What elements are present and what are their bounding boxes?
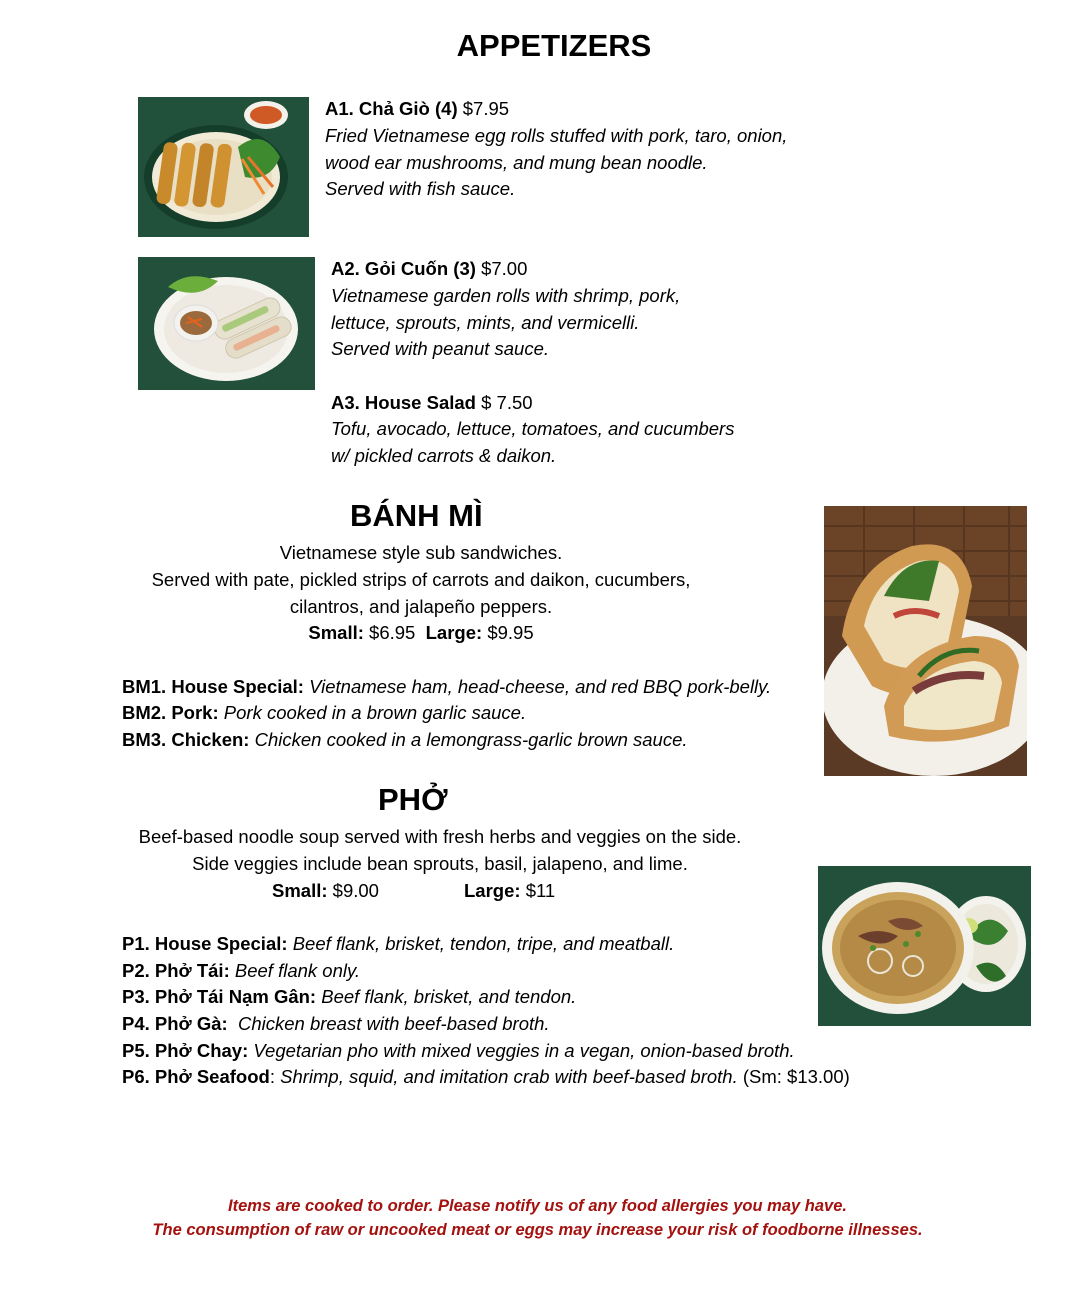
pho-item-name: P1. House Special:: [122, 933, 288, 954]
a1-desc-1: Fried Vietnamese egg rolls stuffed with pork, taro, onion,: [325, 125, 788, 146]
pho-large-label: Large:: [464, 880, 521, 901]
allergy-notice: Items are cooked to order. Please notify us of any food allergies you may have.: [228, 1197, 847, 1215]
pho-item: [122, 984, 576, 1011]
egg-rolls-photo: [138, 97, 309, 237]
pho-photo: [818, 866, 1031, 1026]
a2-title-line: [331, 256, 527, 283]
a1-title-line: [325, 96, 509, 123]
pho-item-sep: :: [269, 1066, 281, 1087]
banhmi-item: [122, 674, 771, 701]
appetizers-heading: APPETIZERS: [456, 28, 652, 63]
garden-rolls-photo: [138, 257, 315, 390]
banh-mi-photo: [824, 506, 1027, 776]
pho-item-name: P4. Phở Gà:: [122, 1013, 228, 1034]
a3-name: A3. House Salad: [331, 392, 476, 413]
pho-item-desc: Beef flank only.: [234, 960, 360, 981]
a2-desc-2: lettuce, sprouts, mints, and vermicelli.: [331, 312, 640, 333]
banhmi-small-price: $6.95: [369, 622, 416, 643]
pho-item-desc: Beef flank, brisket, tendon, tripe, and meatball.: [292, 933, 675, 954]
pho-item-desc: Vegetarian pho with mixed veggies in a vegan, onion-based broth.: [253, 1040, 795, 1061]
pho-large: [464, 878, 555, 905]
pho-small-price: $9.00: [332, 880, 379, 901]
a2-name: A2. Gỏi Cuốn (3): [331, 258, 476, 279]
a3-title-line: [331, 390, 533, 417]
banhmi-item-desc: Pork cooked in a brown garlic sauce.: [223, 702, 527, 723]
pho-item-desc: Shrimp, squid, and imitation crab with beef-based broth.: [280, 1066, 738, 1087]
a3-desc-1: Tofu, avocado, lettuce, tomatoes, and cucumbers: [331, 418, 735, 439]
pho-item-extra: (Sm: $13.00): [737, 1066, 850, 1087]
pho-small-label: Small:: [272, 880, 328, 901]
pho-item-name: P3. Phở Tái Nạm Gân:: [122, 986, 317, 1007]
banhmi-intro-2: Served with pate, pickled strips of carrots and daikon, cucumbers,: [151, 569, 691, 590]
banhmi-small-label: Small:: [308, 622, 364, 643]
a1-desc-2: wood ear mushrooms, and mung bean noodle.: [325, 152, 708, 173]
banhmi-heading: BÁNH MÌ: [350, 498, 483, 533]
pho-item-name: P5. Phở Chay:: [122, 1040, 249, 1061]
pho-item: [122, 1038, 795, 1065]
pho-item-name: P2. Phở Tái:: [122, 960, 230, 981]
a2-desc-1: Vietnamese garden rolls with shrimp, pork,: [331, 285, 681, 306]
banhmi-large-label: Large:: [425, 622, 483, 643]
banhmi-item-desc: Vietnamese ham, head-cheese, and red BBQ pork-belly.: [309, 676, 772, 697]
banhmi-prices: [120, 620, 722, 647]
pho-large-price: $11: [525, 880, 556, 901]
pho-item: [122, 1011, 550, 1038]
pho-small: [272, 878, 379, 905]
banhmi-item-name: BM2. Pork:: [122, 702, 219, 723]
banhmi-large-price: $9.95: [487, 622, 534, 643]
a3-desc-2: w/ pickled carrots & daikon.: [331, 445, 557, 466]
banhmi-intro-1: Vietnamese style sub sandwiches.: [279, 542, 563, 563]
banhmi-item: [122, 700, 526, 727]
pho-item-desc: Chicken breast with beef-based broth.: [237, 1013, 550, 1034]
pho-item: [122, 931, 674, 958]
banhmi-intro-3: cilantros, and jalapeño peppers.: [289, 596, 553, 617]
pho-item-desc: Beef flank, brisket, and tendon.: [321, 986, 577, 1007]
pho-item-name: P6. Phở: [122, 1066, 192, 1087]
a1-price: $7.95: [462, 98, 510, 119]
pho-item: [122, 1064, 850, 1091]
consumption-warning: The consumption of raw or uncooked meat or eggs may increase your risk of foodborne illnesses.: [152, 1221, 923, 1239]
a3-price: $ 7.50: [481, 392, 533, 413]
a2-desc-3: Served with peanut sauce.: [331, 338, 550, 359]
pho-item: [122, 958, 360, 985]
a1-name: A1. Chả Giò (4): [325, 98, 458, 119]
pho-intro-1: Beef-based noodle soup served with fresh herbs and veggies on the side.: [138, 826, 742, 847]
pho-item-name-plain: Seafood: [191, 1066, 270, 1087]
a2-price: $7.00: [481, 258, 528, 279]
banhmi-item-name: BM3. Chicken:: [122, 729, 250, 750]
banhmi-item-desc: Chicken cooked in a lemongrass-garlic brown sauce.: [254, 729, 688, 750]
banhmi-item-name: BM1. House Special:: [122, 676, 304, 697]
banhmi-item: [122, 727, 688, 754]
a1-desc-3: Served with fish sauce.: [325, 178, 516, 199]
pho-intro-2: Side veggies include bean sprouts, basil, jalapeno, and lime.: [192, 853, 688, 874]
pho-heading: PHỞ: [378, 782, 448, 817]
